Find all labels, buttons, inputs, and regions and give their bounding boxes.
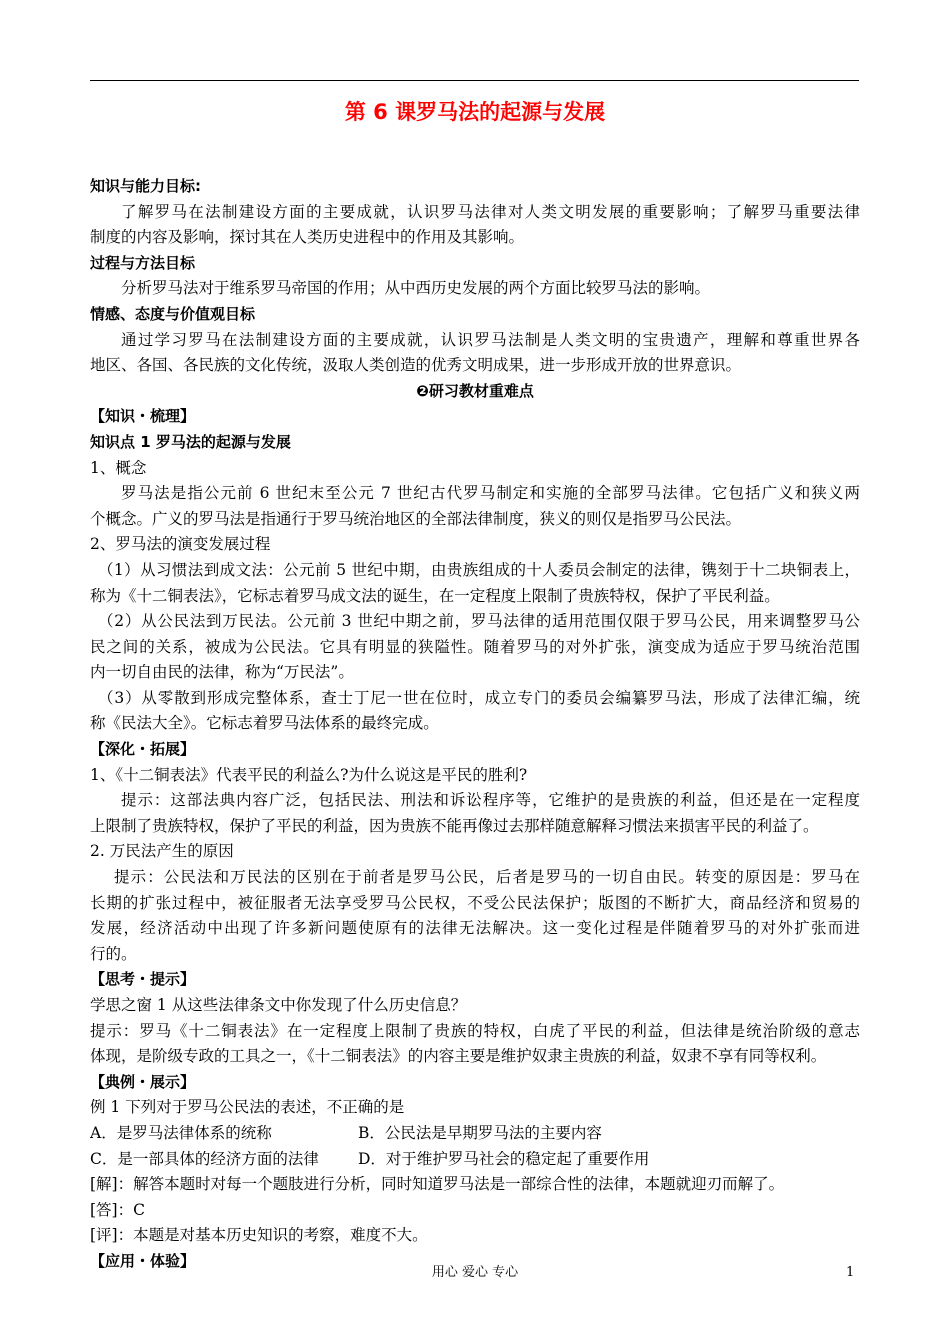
paragraph-line: 内一切自由民的法律，称为“万民法”。 <box>90 663 354 682</box>
option-b: B．公民法是早期罗马法的主要内容 <box>358 1123 602 1142</box>
item-heading: 2、罗马法的演变发展过程 <box>90 535 271 554</box>
paragraph-line: 了解罗马在法制建设方面的主要成就，认识罗马法律对人类文明发展的重要影响；了解罗马重要法律 <box>121 202 860 221</box>
option-d: D．对于维护罗马社会的稳定起了重要作用 <box>358 1149 650 1168</box>
lesson-title: 第 6 课罗马法的起源与发展 <box>344 100 606 124</box>
section-heading: 知识与能力目标: <box>90 177 201 195</box>
paragraph-line: 提示：公民法和万民法的区别在于前者是罗马公民，后者是罗马的一切自由民。转变的原因是：罗马在 <box>114 868 860 887</box>
option-c: C．是一部具体的经济方面的法律 <box>90 1149 319 1168</box>
document-body <box>90 174 860 1275</box>
paragraph-line: 提示：这部法典内容广泛，包括民法、刑法和诉讼程序等，它维护的是贵族的利益，但还是在一定程度 <box>121 791 860 810</box>
paragraph-line: （1）从习惯法到成文法：公元前 5 世纪中期，由贵族组成的十人委员会制定的法律，镌刻于十二块铜表上， <box>98 560 860 579</box>
question-line: 2. 万民法产生的原因 <box>90 842 234 861</box>
paragraph-line: （3）从零散到形成完整体系，查士丁尼一世在位时，成立专门的委员会编纂罗马法，形成了法律汇编，统 <box>98 688 860 707</box>
option-row <box>90 1147 860 1173</box>
paragraph-line: 制度的内容及影响，探讨其在人类历史进程中的作用及其影响。 <box>90 228 525 247</box>
paragraph-line: 民之间的关系，被成为公民法。它具有明显的狭隘性。随着罗马的对外扩张，演变成为适应于罗马统治范围 <box>90 637 860 656</box>
subsection-title: ❷研习教材重难点 <box>416 381 534 400</box>
solution-line: [解]：解答本题时对每一个题肢进行分析，同时知道罗马法是一部综合性的法律，本题就迎刃而解了。 <box>90 1175 785 1194</box>
page-number: 1 <box>846 1265 855 1280</box>
comment-line: [评]：本题是对基本历史知识的考察，难度不大。 <box>90 1226 428 1245</box>
paragraph-line: 罗马法是指公元前 6 世纪末至公元 7 世纪古代罗马制定和实施的全部罗马法律。它包括广义和狭义两 <box>121 484 860 503</box>
option-row <box>90 1121 860 1147</box>
paragraph-line: 分析罗马法对于维系罗马帝国的作用；从中西历史发展的两个方面比较罗马法的影响。 <box>121 279 711 298</box>
section-heading: 【应用・体验】 <box>90 1251 196 1270</box>
option-a: A．是罗马法律体系的统称 <box>90 1123 272 1142</box>
paragraph-line: 地区、各国、各民族的文化传统，汲取人类创造的优秀文明成果，进一步形成开放的世界意识。 <box>90 356 742 375</box>
paragraph-line: 上限制了贵族特权，保护了平民的利益，因为贵族不能再像过去那样随意解释习惯法来损害平民的利益了。 <box>90 816 819 835</box>
question-line: 1、《十二铜表法》代表平民的利益么?为什么说这是平民的胜利? <box>90 765 528 784</box>
page-footer: 用心 爱心 专心 <box>431 1265 519 1280</box>
paragraph-line: 发展，经济活动中出现了许多新问题使原有的法律无法解决。这一变化过程是伴随着罗马的对外扩张而进 <box>90 919 860 938</box>
paragraph-line: 提示：罗马《十二铜表法》在一定程度上限制了贵族的特权，白虎了平民的利益，但法律是统治阶级的意志 <box>90 1021 860 1040</box>
paragraph-line: 长期的扩张过程中，被征服者无法享受罗马公民权，不受公民法保护；版图的不断扩大，商品经济和贸易的 <box>90 893 860 912</box>
section-heading: 过程与方法目标 <box>90 253 196 272</box>
paragraph-line: 行的。 <box>90 944 137 963</box>
paragraph-line: 通过学习罗马在法制建设方面的主要成就，认识罗马法制是人类文明的宝贵遗产，理解和尊重世界各 <box>121 330 860 349</box>
section-heading: 【深化・拓展】 <box>90 740 196 759</box>
paragraph-line: 称《民法大全》。它标志着罗马法体系的最终完成。 <box>90 714 439 733</box>
paragraph-line: 称为《十二铜表法》，它标志着罗马成文法的诞生，在一定程度上限制了贵族特权，保护了平民利益。 <box>90 586 780 605</box>
question-line: 学思之窗 1 从这些法律条文中你发现了什么历史信息？ <box>90 996 467 1014</box>
question-line: 例 1 下列对于罗马公民法的表述，不正确的是 <box>90 1098 405 1117</box>
header-rule <box>90 80 859 81</box>
paragraph-line: （2）从公民法到万民法。公元前 3 世纪中期之前，罗马法律的适用范围仅限于罗马公民，用来调整罗马公 <box>98 612 860 631</box>
paragraph-line: 体现，是阶级专政的工具之一，《十二铜表法》的内容主要是维护奴隶主贵族的利益，奴隶不享有同等权利。 <box>90 1047 827 1066</box>
item-heading: 1、概念 <box>90 458 147 477</box>
section-heading: 【典例・展示】 <box>90 1072 196 1091</box>
section-heading: 【知识・梳理】 <box>90 407 196 426</box>
paragraph-line: 个概念。广义的罗马法是指通行于罗马统治地区的全部法律制度，狭义的则仅是指罗马公民法。 <box>90 509 742 528</box>
answer-line: [答]：C <box>90 1200 145 1219</box>
knowledge-point-heading: 知识点 1 罗马法的起源与发展 <box>90 432 291 451</box>
section-heading: 【思考・提示】 <box>90 970 196 989</box>
section-heading: 情感、态度与价值观目标 <box>90 304 256 323</box>
